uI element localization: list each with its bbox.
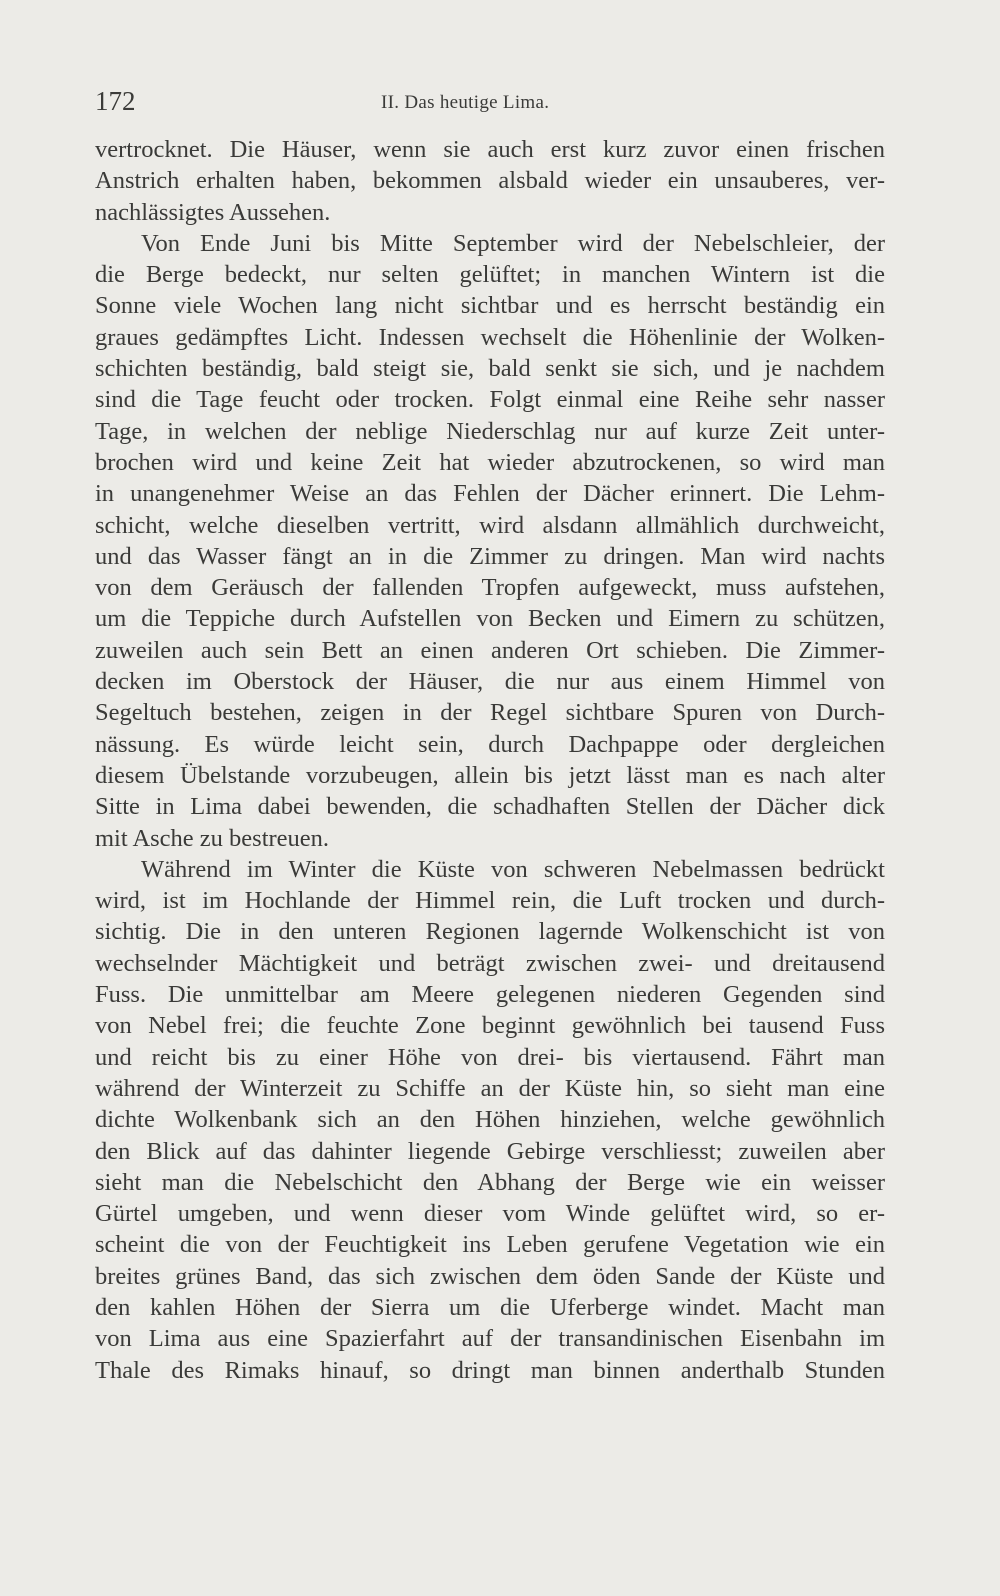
text-line: scheint die von der Feuchtigkeit ins Leben gerufene Vegetation wie ein [95, 1231, 885, 1259]
text-line: Anstrich erhalten haben, bekommen alsbald wieder ein unsauberes, ver- [95, 167, 885, 195]
text-line: während der Winterzeit zu Schiffe an der Küste hin, so sieht man eine [95, 1074, 885, 1102]
text-line: graues gedämpftes Licht. Indessen wechselt die Höhenlinie der Wolken- [95, 323, 885, 351]
text-line: sind die Tage feucht oder trocken. Folgt einmal eine Reihe sehr nasser [95, 386, 885, 414]
text-line: Sonne viele Wochen lang nicht sichtbar und es herrscht beständig ein [95, 292, 885, 320]
text-line: zuweilen auch sein Bett an einen anderen Ort schieben. Die Zimmer- [95, 636, 885, 664]
paragraph [95, 854, 885, 1386]
text-line: brochen wird und keine Zeit hat wieder abzutrockenen, so wird man [95, 448, 885, 476]
paragraph [95, 134, 885, 228]
text-line: um die Teppiche durch Aufstellen von Becken und Eimern zu schützen, [95, 605, 885, 633]
text-line: vertrocknet. Die Häuser, wenn sie auch erst kurz zuvor einen frischen [95, 136, 885, 163]
text-line: nässung. Es würde leicht sein, durch Dachpappe oder dergleichen [95, 730, 885, 758]
text-line: dichte Wolkenbank sich an den Höhen hinziehen, welche gewöhnlich [95, 1106, 885, 1134]
text-line: Während im Winter die Küste von schweren Nebelmassen bedrückt [141, 855, 885, 883]
text-line: diesem Übelstande vorzubeugen, allein bis jetzt lässt man es nach alter [95, 761, 885, 789]
text-line: wechselnder Mächtigkeit und beträgt zwischen zwei- und dreitausend [95, 949, 885, 977]
text-line: von dem Geräusch der fallenden Tropfen aufgeweckt, muss aufstehen, [95, 574, 885, 602]
text-line: Segeltuch bestehen, zeigen in der Regel sichtbare Spuren von Durch- [95, 699, 885, 727]
text-line: von Nebel frei; die feuchte Zone beginnt gewöhnlich bei tausend Fuss [95, 1012, 885, 1040]
text-line: die Berge bedeckt, nur selten gelüftet; in manchen Wintern ist die [95, 261, 885, 289]
text-line: decken im Oberstock der Häuser, die nur aus einem Himmel von [95, 668, 885, 696]
text-line: den Blick auf das dahinter liegende Gebirge verschliesst; zuweilen aber [95, 1137, 885, 1165]
text-line: und reicht bis zu einer Höhe von drei- bis viertausend. Fährt man [95, 1043, 885, 1071]
text-line: Tage, in welchen der neblige Niederschlag nur auf kurze Zeit unter- [95, 417, 885, 445]
section-title: II. Das heutige Lima. [381, 92, 550, 113]
text-line: den kahlen Höhen der Sierra um die Uferberge windet. Macht man [95, 1293, 885, 1321]
text-line: in unangenehmer Weise an das Fehlen der Dächer erinnert. Die Lehm- [95, 480, 885, 508]
page-number: 172 [95, 86, 136, 116]
text-line: Von Ende Juni bis Mitte September wird der Nebelschleier, der [141, 229, 885, 257]
text-line: wird, ist im Hochlande der Himmel rein, die Luft trocken und durch- [95, 887, 885, 915]
text-line: Fuss. Die unmittelbar am Meere gelegenen niederen Gegenden sind [95, 981, 885, 1009]
text-line: sichtig. Die in den unteren Regionen lagernde Wolkenschicht ist von [95, 918, 885, 946]
body-text [95, 134, 885, 1386]
text-line: von Lima aus eine Spazierfahrt auf der transandinischen Eisenbahn im [95, 1325, 885, 1353]
text-line: und das Wasser fängt an in die Zimmer zu dringen. Man wird nachts [95, 542, 885, 570]
paragraph [95, 228, 885, 854]
text-line: sieht man die Nebelschicht den Abhang der Berge wie ein weisser [95, 1168, 885, 1196]
text-line: Thale des Rimaks hinauf, so dringt man binnen anderthalb Stunden [95, 1356, 885, 1384]
running-head [95, 86, 885, 122]
text-line: Gürtel umgeben, und wenn dieser vom Winde gelüftet wird, so er- [95, 1200, 885, 1228]
text-line: mit Asche zu bestreuen. [95, 824, 330, 852]
text-line: Sitte in Lima dabei bewenden, die schadhaften Stellen der Dächer dick [95, 793, 885, 821]
text-line: schicht, welche dieselben vertritt, wird alsdann allmählich durchweicht, [95, 511, 885, 539]
text-line: nachlässigtes Aussehen. [95, 198, 331, 226]
text-line: breites grünes Band, das sich zwischen dem öden Sande der Küste und [95, 1262, 885, 1290]
text-line: schichten beständig, bald steigt sie, bald senkt sie sich, und je nachdem [95, 355, 885, 383]
